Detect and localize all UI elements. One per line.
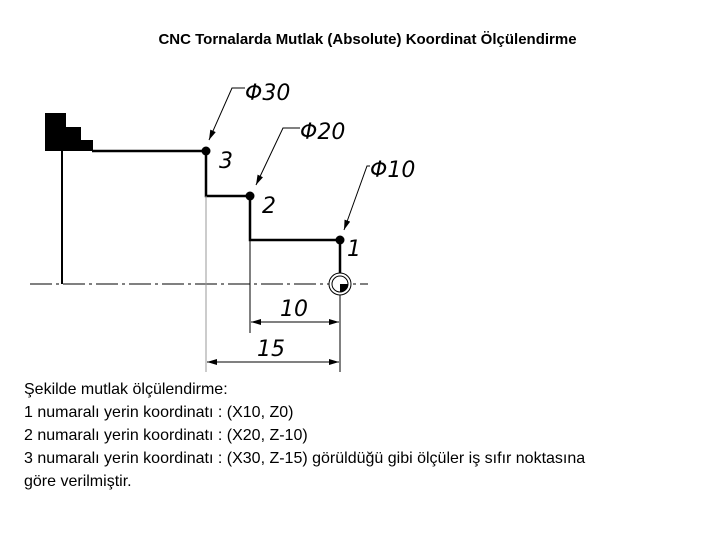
description-line: 2 numaralı yerin koordinatı : (X20, Z-10) xyxy=(24,427,308,444)
description-text xyxy=(24,378,585,493)
description-line: göre verilmiştir. xyxy=(24,473,132,490)
point-label-2: 2 xyxy=(262,194,276,219)
point-label-3: 3 xyxy=(219,149,233,174)
leaders xyxy=(209,88,370,230)
chuck-icon xyxy=(45,113,93,151)
description-line: Şekilde mutlak ölçülendirme: xyxy=(24,381,228,398)
description-line: 3 numaralı yerin koordinatı : (X30, Z-15) görüldüğü gibi ölçüler iş sıfır noktasına xyxy=(24,450,586,467)
point-label-1: 1 xyxy=(347,237,361,262)
part-profile xyxy=(92,151,340,294)
slide-title: CNC Tornalarda Mutlak (Absolute) Koordinat Ölçülendirme xyxy=(158,31,577,48)
dimension-label-15: 15 xyxy=(257,337,285,362)
dimension-label-10: 10 xyxy=(280,297,308,322)
work-zero-icon xyxy=(329,273,351,295)
diameter-label-30: Φ30 xyxy=(245,81,291,106)
diameter-label-10: Φ10 xyxy=(370,158,416,183)
diameter-label-20: Φ20 xyxy=(300,120,346,145)
description-line: 1 numaralı yerin koordinatı : (X10, Z0) xyxy=(24,404,294,421)
